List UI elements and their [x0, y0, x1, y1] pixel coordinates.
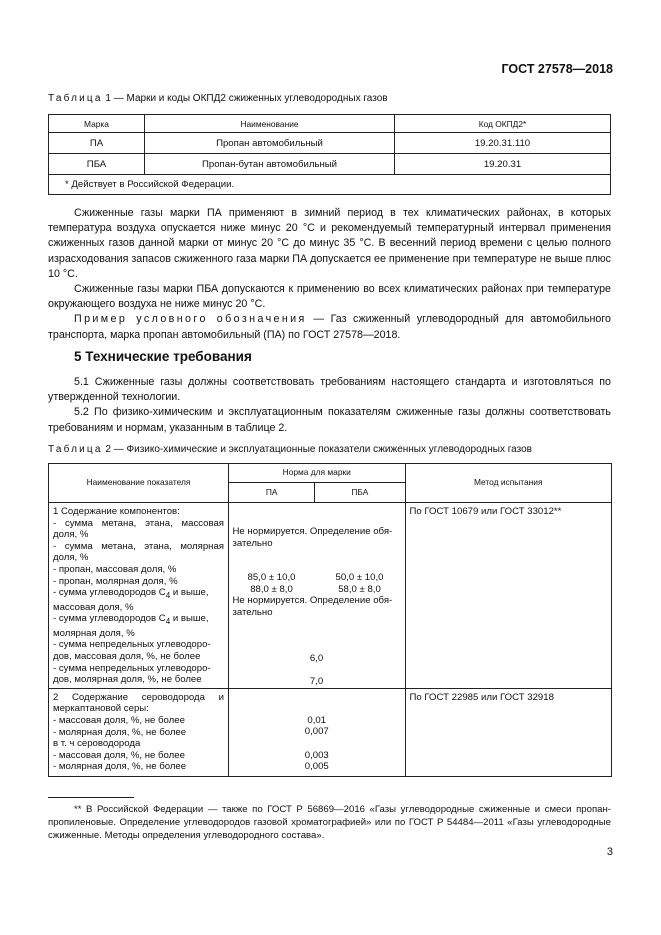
- paragraph: 5.1 Сжиженные газы должны соответствовать требованиям настоящего стандарта и изготовляться по утвержденной технологии.: [48, 376, 611, 404]
- table2-header-pa: ПА: [229, 483, 315, 503]
- paragraph: Сжиженные газы марки ПБА допускаются к применению во всех климатических районах при температуре окружающего воздуха не ниже минус 20 °С.: [48, 283, 611, 311]
- footnote-divider: [48, 797, 134, 798]
- table1-cell: Пропан-бутан автомобильный: [145, 154, 395, 175]
- table2-header-pba: ПБА: [315, 483, 405, 503]
- example-paragraph: Пример условного обозначения — Газ сжиженный углеводородный для автомобильного транспорта, марка пропан автомобильный (ПА) по ГОСТ 27578—2018.: [48, 313, 611, 341]
- table-row: [49, 503, 612, 689]
- table2-header-method: Метод испытания: [405, 464, 612, 503]
- section-title: 5 Технические требования: [74, 349, 252, 364]
- table2-norm-cell: Не нормируется. Определение обя- зательно 85,0 ± 10,0 50,0 ± 10,0 88,0 ± 8,0 58,0 ± 8,0 Не нормируется. Определение обя- зательно 6,0 7,0: [229, 503, 406, 689]
- table-row: [49, 133, 611, 154]
- footnote: ** В Российской Федерации — также по ГОСТ Р 56869—2016 «Газы углеводородные сжиженные и смеси пропан-пропиленовые. Определение углеводородов газовой хроматографией» или по ГОСТ Р 54484—2011 «Газы углеводородные сжиженные. Методы определения углеводородного состава».: [48, 804, 611, 841]
- body-text: [48, 206, 611, 343]
- table2-norm-cell: 0,01 0,007 0,003 0,005: [229, 688, 406, 776]
- table1-cell: ПА: [49, 133, 145, 154]
- table2-method-cell: По ГОСТ 22985 или ГОСТ 32918: [405, 688, 612, 776]
- table2-caption: Таблица 2 — Физико-химические и эксплуатационные показатели сжиженных углеводородных газов: [48, 444, 532, 455]
- table1-header: Марка: [49, 115, 145, 133]
- table2: [48, 463, 612, 777]
- table1-cell: 19.20.31: [395, 154, 611, 175]
- table1-cell: 19.20.31.110: [395, 133, 611, 154]
- table-row: [49, 175, 611, 195]
- table-row: [49, 688, 612, 776]
- table1-header: Код ОКПД2*: [395, 115, 611, 133]
- paragraph: Сжиженные газы марки ПА применяют в зимний период в тех климатических районах, в которых температура воздуха опускается ниже минус 20 °С и рекомендуемый температурный интервал применения сжиженных газов данной марки от минус 20 °С до минус 35 °С. В весенний период времени с целью полного израсходования запасов сжиженного газа марки ПА допускается ее применение при температуре не выше плюс 10 °С.: [48, 207, 611, 280]
- table1-cell: ПБА: [49, 154, 145, 175]
- table2-header-row: [49, 464, 612, 483]
- table1: [48, 114, 611, 195]
- table2-header-name: Наименование показателя: [49, 464, 229, 503]
- table2-indicator-cell: 1 Содержание компонентов: - сумма метана, этана, массовая доля, % - сумма метана, этана, молярная доля, % - пропан, массовая доля, % - пропан, молярная доля, % - сумма углеводородов $С_4$ и выше, массовая доля, % - сумма углеводородов $С_4$ и выше, молярная доля, % - сумма непредельных углеводоро- дов, массовая доля, %, не более - сумма непредельных углеводоро- дов, молярная доля, %, не более: [49, 503, 229, 689]
- doc-number: ГОСТ 27578—2018: [501, 62, 613, 76]
- paragraph: 5.2 По физико-химическим и эксплуатационным показателям сжиженные газы должны соответствовать требованиям и нормам, указанным в таблице 2.: [48, 406, 611, 434]
- table2-header-norm: Норма для марки: [229, 464, 406, 483]
- table1-header: Наименование: [145, 115, 395, 133]
- table1-cell: Пропан автомобильный: [145, 133, 395, 154]
- table2-indicator-cell: 2 Содержание сероводорода и меркаптановой серы: - массовая доля, %, не более - молярная доля, %, не более в т. ч сероводорода - массовая доля, %, не более - молярная доля, %, не более: [49, 688, 229, 776]
- table2-method-cell: По ГОСТ 10679 или ГОСТ 33012**: [405, 503, 612, 689]
- section-text: [48, 375, 611, 436]
- table1-header-row: [49, 115, 611, 133]
- table1-caption: Таблица 1 — Марки и коды ОКПД2 сжиженных углеводородных газов: [48, 93, 388, 104]
- table-row: [49, 154, 611, 175]
- page-number: 3: [606, 846, 613, 858]
- table1-note: * Действует в Российской Федерации.: [49, 175, 611, 195]
